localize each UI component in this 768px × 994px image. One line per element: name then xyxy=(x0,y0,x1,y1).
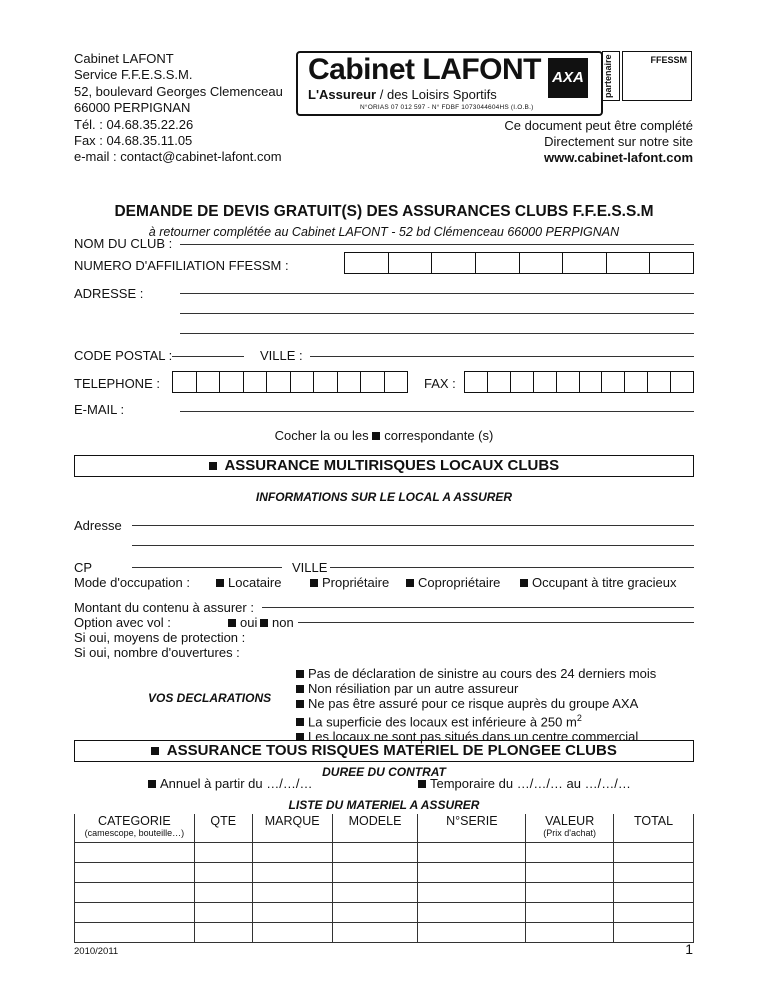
col-serie: N°SERIE xyxy=(418,814,526,843)
checkbox-icon xyxy=(296,718,304,726)
sender-line: 52, boulevard Georges Clemenceau xyxy=(74,83,283,99)
email-label: E-MAIL : xyxy=(74,402,125,417)
table-row[interactable] xyxy=(75,923,694,943)
info-title: INFORMATIONS SUR LE LOCAL A ASSURER xyxy=(255,490,513,504)
option-annual[interactable] xyxy=(148,776,312,791)
local-address-field-1[interactable] xyxy=(132,525,694,526)
city-field[interactable] xyxy=(310,356,694,357)
ffessm-logo: FFESSM xyxy=(622,51,692,101)
theft-field[interactable] xyxy=(298,622,694,623)
fax-label: FAX : xyxy=(424,376,456,391)
club-name-label: NOM DU CLUB : xyxy=(74,236,173,251)
sender-line: e-mail : contact@cabinet-lafont.com xyxy=(74,149,282,165)
section2-checkbox[interactable] xyxy=(151,747,159,755)
option-locataire[interactable] xyxy=(216,575,281,590)
check-instr-b: correspondante (s) xyxy=(384,428,494,443)
declaration-text: Non résiliation par un autre assureur xyxy=(308,681,519,696)
table-header-row xyxy=(75,814,694,843)
address-field-1[interactable] xyxy=(180,293,694,294)
local-cp-label: CP xyxy=(74,560,93,575)
address-field-2[interactable] xyxy=(180,313,694,314)
openings-label: Si oui, nombre d'ouvertures : xyxy=(74,645,240,660)
col-valeur xyxy=(526,814,614,843)
section1-checkbox[interactable] xyxy=(209,462,217,470)
section2-title: ASSURANCE TOUS RISQUES MATERIEL DE PLONGEE CLUBS xyxy=(166,742,617,759)
checkbox-icon xyxy=(148,780,156,788)
section-multirisques xyxy=(74,455,694,477)
sender-line: Tél. : 04.68.35.22.26 xyxy=(74,116,194,132)
checkbox-icon xyxy=(520,579,528,587)
occupant-label: Occupant à titre gracieux xyxy=(532,575,677,590)
table-row[interactable] xyxy=(75,843,694,863)
declaration-item[interactable] xyxy=(296,711,656,729)
checkbox-icon xyxy=(310,579,318,587)
table-row[interactable] xyxy=(75,903,694,923)
address-field-3[interactable] xyxy=(180,333,694,334)
checkbox-icon xyxy=(260,619,268,627)
declaration-item[interactable] xyxy=(296,696,656,711)
oui-label: oui xyxy=(240,615,258,630)
sender-line: 66000 PERPIGNAN xyxy=(74,100,191,116)
equipment-table xyxy=(74,814,694,943)
col-modele: MODELE xyxy=(332,814,418,843)
col-categorie xyxy=(75,814,195,843)
non-label: non xyxy=(272,615,294,630)
option-proprietaire[interactable] xyxy=(310,575,389,590)
local-cp-field[interactable] xyxy=(132,567,282,568)
online-note xyxy=(504,118,693,166)
col-valeur-sub: (Prix d'achat) xyxy=(543,828,597,838)
superscript: 2 xyxy=(576,713,582,723)
locataire-label: Locataire xyxy=(228,575,282,590)
section1-title: ASSURANCE MULTIRISQUES LOCAUX CLUBS xyxy=(224,457,560,474)
logo-orias: N°ORIAS 07 012 597 - N° FDBF 1073044604HS (I.O.B.) xyxy=(360,104,534,111)
logo-tag-bold: L'Assureur xyxy=(308,87,377,102)
proprietaire-label: Propriétaire xyxy=(322,575,390,590)
affiliation-label: NUMERO D'AFFILIATION FFESSM : xyxy=(74,258,289,273)
declaration-item[interactable] xyxy=(296,666,656,681)
note-line: Ce document peut être complété xyxy=(504,118,693,133)
protection-label: Si oui, moyens de protection : xyxy=(74,630,246,645)
col-total: TOTAL xyxy=(614,814,694,843)
col-categorie-sub: (camescope, bouteille…) xyxy=(84,828,185,838)
checkbox-icon xyxy=(296,685,304,693)
checkbox-icon xyxy=(296,670,304,678)
col-valeur-label: VALEUR xyxy=(545,814,595,828)
declaration-text: La superficie des locaux est inférieure à 250 m xyxy=(308,714,577,730)
option-coproprietaire[interactable] xyxy=(406,575,500,590)
temporary-label: Temporaire du …/…/… au …/…/… xyxy=(430,776,631,791)
postal-code-field[interactable] xyxy=(172,356,244,357)
checkbox-icon xyxy=(418,780,426,788)
declaration-text: Les locaux ne sont pas situés dans un centre commercial xyxy=(308,729,639,745)
postal-code-label: CODE POSTAL : xyxy=(74,348,173,363)
table-row[interactable] xyxy=(75,883,694,903)
option-temporary[interactable] xyxy=(418,776,631,791)
sender-line: Cabinet LAFONT xyxy=(74,51,174,66)
affiliation-field[interactable] xyxy=(344,252,694,274)
email-field[interactable] xyxy=(180,411,694,412)
fax-field[interactable] xyxy=(464,371,694,393)
option-occupant[interactable] xyxy=(520,575,677,590)
local-city-field[interactable] xyxy=(330,567,694,568)
club-name-field[interactable] xyxy=(180,244,694,245)
col-categorie-label: CATEGORIE xyxy=(98,814,171,828)
theft-non[interactable] xyxy=(260,615,294,630)
logo-name: Cabinet LAFONT xyxy=(308,53,541,86)
checkbox-icon xyxy=(406,579,414,587)
checkbox-icon xyxy=(372,432,380,440)
local-address-label: Adresse xyxy=(74,518,122,533)
axa-logo: AXA xyxy=(548,58,588,98)
table-row[interactable] xyxy=(75,863,694,883)
sender-line: Service F.F.E.S.S.M. xyxy=(74,67,193,83)
occupation-label: Mode d'occupation : xyxy=(74,575,190,590)
duration-title: DUREE DU CONTRAT xyxy=(322,765,446,779)
sender-line: Fax : 04.68.35.11.05 xyxy=(74,133,193,149)
page-number: 1 xyxy=(685,941,693,957)
website-link[interactable]: www.cabinet-lafont.com xyxy=(543,150,693,165)
page-subtitle: à retourner complétée au Cabinet LAFONT - 52 bd Clémenceau 66000 PERPIGNAN xyxy=(148,225,620,239)
check-instr-a: Cocher la ou les xyxy=(274,428,369,443)
list-title: LISTE DU MATERIEL A ASSURER xyxy=(288,798,480,812)
declarations-title: VOS DECLARATIONS xyxy=(148,691,272,705)
partner-label: partenaire xyxy=(602,51,620,101)
declaration-text: Ne pas être assuré pour ce risque auprès du groupe AXA xyxy=(308,696,639,711)
col-marque: MARQUE xyxy=(252,814,332,843)
logo-tag-rest: des Loisirs Sportifs xyxy=(386,87,497,102)
declarations-list xyxy=(296,666,656,744)
theft-label: Option avec vol : xyxy=(74,615,171,630)
phone-label: TELEPHONE : xyxy=(74,376,160,391)
local-city-label: VILLE xyxy=(292,560,328,575)
check-instruction xyxy=(0,428,768,443)
logo-tagline: L'Assureur / des Loisirs Sportifs xyxy=(308,87,497,102)
footer-year: 2010/2011 xyxy=(74,946,119,957)
coproprietaire-label: Copropriétaire xyxy=(418,575,501,590)
declaration-item[interactable] xyxy=(296,681,656,696)
checkbox-icon xyxy=(296,700,304,708)
annual-label: Annuel à partir du …/…/… xyxy=(160,776,313,791)
note-line: Directement sur notre site xyxy=(544,134,693,149)
sender-address xyxy=(74,51,283,166)
section-materiel xyxy=(74,740,694,762)
page-title: DEMANDE DE DEVIS GRATUIT(S) DES ASSURANCES CLUBS F.F.E.S.S.M xyxy=(114,203,654,220)
amount-field[interactable] xyxy=(262,607,694,608)
checkbox-icon xyxy=(216,579,224,587)
checkbox-icon xyxy=(228,619,236,627)
col-qte: QTE xyxy=(194,814,252,843)
declaration-text: Pas de déclaration de sinistre au cours des 24 derniers mois xyxy=(308,666,657,681)
city-label: VILLE : xyxy=(260,348,303,363)
local-address-field-2[interactable] xyxy=(132,545,694,546)
amount-label: Montant du contenu à assurer : xyxy=(74,600,254,615)
theft-oui[interactable] xyxy=(228,615,257,630)
phone-field[interactable] xyxy=(172,371,408,393)
address-label: ADRESSE : xyxy=(74,286,144,301)
